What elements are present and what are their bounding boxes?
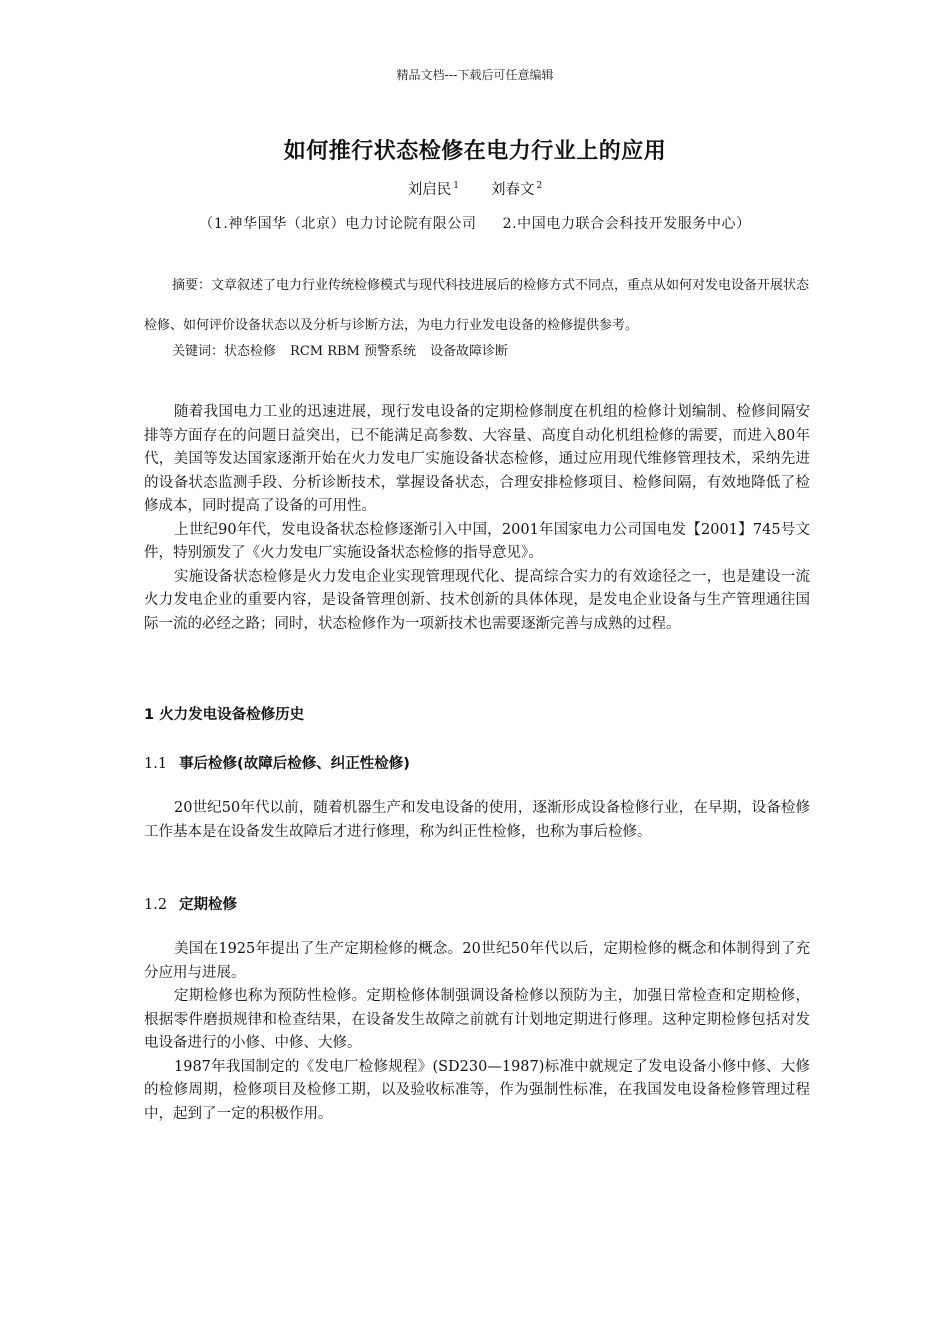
body-paragraph: 美国在1925年提出了生产定期检修的概念。20世纪50年代以后，定期检修的概念和体制得到了充分应用与进展。: [144, 941, 810, 981]
body-paragraph: 1987年我国制定的《发电厂检修规程》(SD230—1987)标准中就规定了发电设备小修中修、大修的检修周期，检修项目及检修工期，以及验收标准等，作为强制性标准，在我国发电设备检修管理过程中，起到了一定的积极作用。: [144, 1058, 810, 1122]
author-1: [408, 182, 459, 198]
author-name: 刘启民: [407, 182, 452, 198]
affiliation-1: （1.神华国华（北京）电力讨论院有限公司: [199, 216, 477, 232]
subsection-body: [144, 938, 810, 1126]
header-note: 精品文档---下载后可任意编辑: [396, 68, 554, 82]
keyword: 设备故障诊断: [430, 344, 509, 359]
subsection-title: 定期检修: [179, 897, 238, 913]
body-paragraph: 定期检修也称为预防性检修。定期检修体制强调设备检修以预防为主，加强日常检查和定期检修，根据零件磨损规律和检查结果，在设备发生故障之前就有计划地定期进行修理。这种定期检修包括对发电设备进行的小修、中修、大修。: [144, 988, 810, 1051]
affiliation-2: 2.中国电力联合会科技开发服务中心）: [502, 216, 751, 232]
body-paragraph: 20世纪50年代以前，随着机器生产和发电设备的使用，逐渐形成设备检修行业，在早期，设备检修工作基本是在设备发生故障后才进行修理，称为纠正性检修，也称为事后检修。: [144, 800, 810, 840]
subsection-title: 事后检修(故障后检修、纠正性检修): [179, 756, 410, 772]
abstract: 摘要：文章叙述了电力行业传统检修模式与现代科技进展后的检修方式不同点，重点从如何对发电设备开展状态检修、如何评价设备状态以及分析与诊断方法，为电力行业发电设备的检修提供参考。: [144, 278, 810, 333]
subsection-body: [144, 797, 810, 844]
authors: [0, 178, 950, 199]
keyword: RCM RBM 预警系统: [290, 344, 416, 359]
body-paragraph: 上世纪90年代，发电设备状态检修逐渐引入中国，2001年国家电力公司国电发【2001】745号文件，特别颁发了《火力发电厂实施设备状态检修的指导意见》。: [144, 521, 810, 561]
author-sup: 2: [536, 181, 543, 192]
section-heading: 1 火力发电设备检修历史: [144, 707, 305, 723]
page-title: 如何推行状态检修在电力行业上的应用: [283, 139, 667, 164]
keyword: 状态检修: [224, 344, 277, 359]
author-name: 刘春文: [491, 182, 535, 198]
subsection-heading: [144, 893, 237, 914]
author-2: [491, 182, 542, 198]
keywords: [172, 340, 522, 359]
affiliations: [0, 213, 950, 233]
subsection-number: 1.1: [144, 756, 168, 772]
body-paragraph: 随着我国电力工业的迅速进展，现行发电设备的定期检修制度在机组的检修计划编制、检修间隔安排等方面存在的问题日益突出，已不能满足高参数、大容量、高度自动化机组检修的需要，而进入80年代，美国等发达国家逐渐开始在火力发电厂实施设备状态检修，通过应用现代维修管理技术，采纳先进的设备状态监测手段、分析诊断技术，掌握设备状态，合理安排检修项目、检修间隔，有效地降低了检修成本，同时提高了设备的可用性。: [144, 404, 810, 514]
intro-section: [144, 401, 810, 636]
body-paragraph: 实施设备状态检修是火力发电企业实现管理现代化、提高综合实力的有效途径之一，也是建设一流火力发电企业的重要内容，是设备管理创新、技术创新的具体体现，是发电企业设备与生产管理通往国际一流的必经之路；同时，状态检修作为一项新技术也需要逐渐完善与成熟的过程。: [144, 568, 810, 632]
keywords-label: 关键词：: [172, 344, 225, 359]
author-sup: 1: [453, 181, 459, 192]
subsection-heading: [144, 752, 410, 773]
subsection-number: 1.2: [144, 897, 168, 913]
